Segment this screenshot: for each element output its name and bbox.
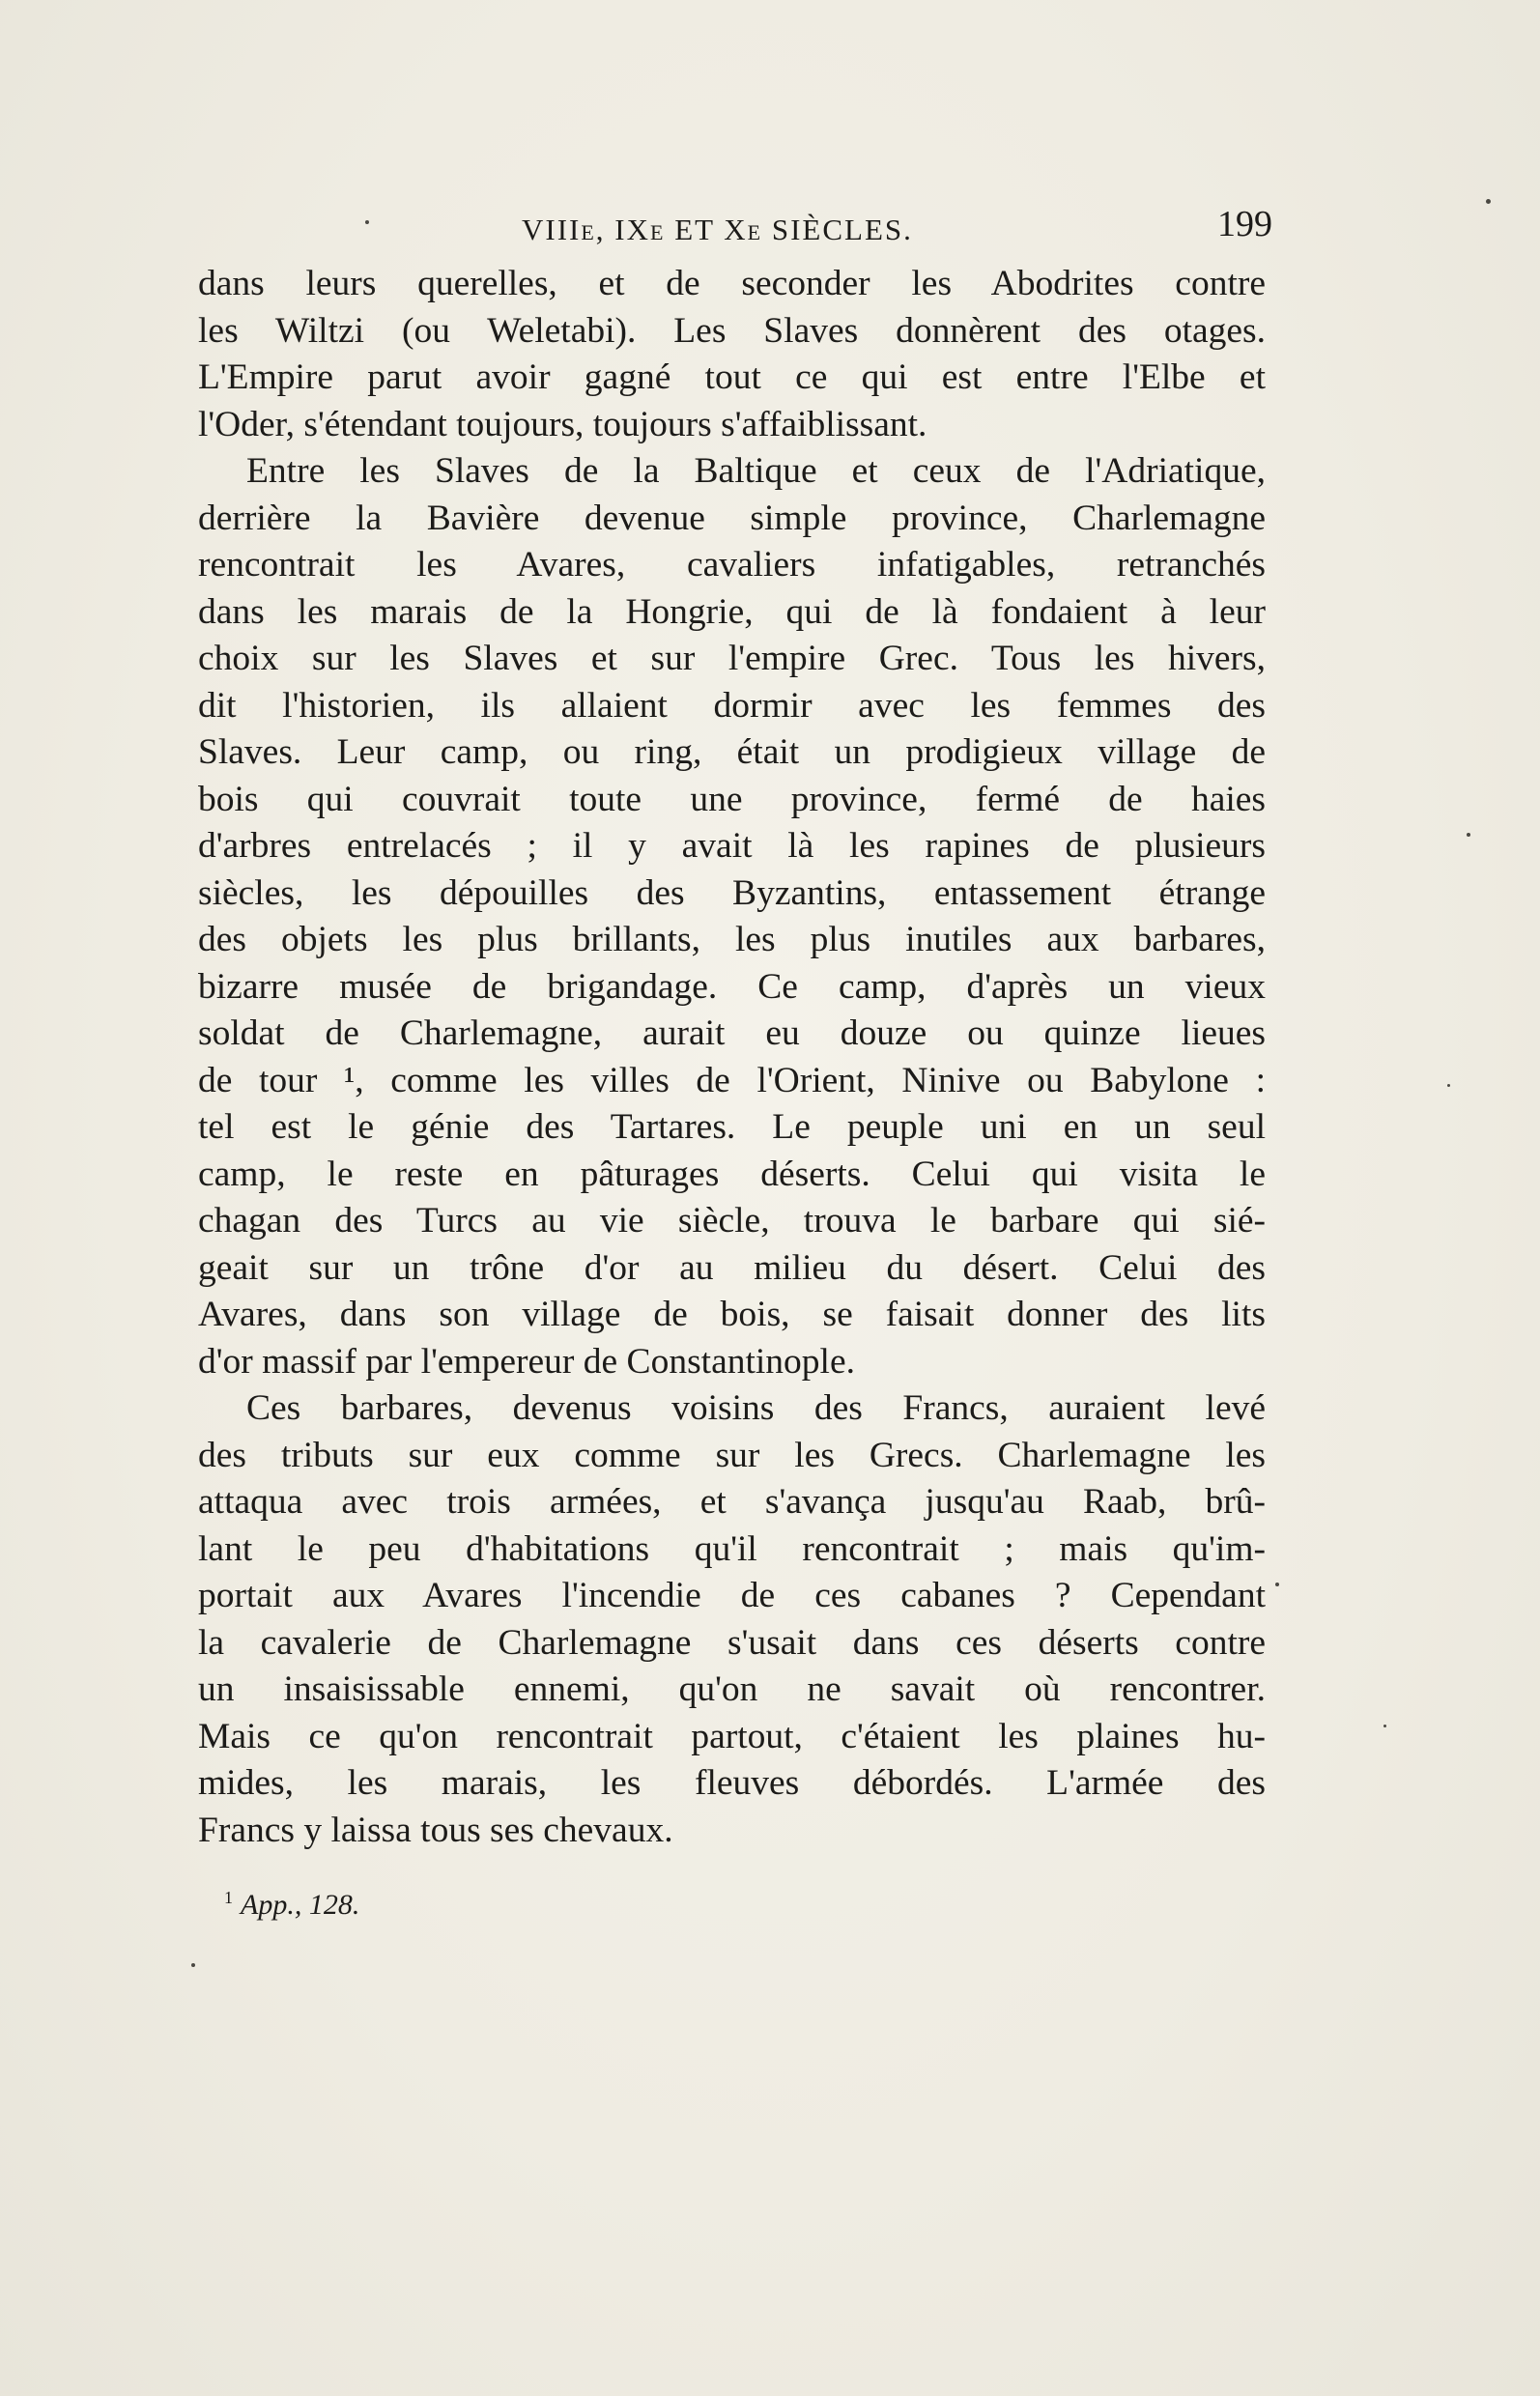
text-line: derrière la Bavière devenue simple province, Charlemagne bbox=[198, 498, 1266, 538]
running-header bbox=[198, 203, 1270, 253]
footnote-mark: 1 bbox=[224, 1888, 233, 1907]
text-line: d'arbres entrelacés ; il y avait là les rapines de plusieurs bbox=[198, 826, 1266, 866]
text-line: bizarre musée de brigandage. Ce camp, d'après un vieux bbox=[198, 966, 1266, 1007]
text-line: la cavalerie de Charlemagne s'usait dans ces déserts contre bbox=[198, 1622, 1266, 1663]
text-line: Francs y laissa tous ses chevaux. bbox=[198, 1810, 673, 1850]
text-line: Mais ce qu'on rencontrait partout, c'étaient les plaines hu- bbox=[198, 1716, 1266, 1756]
text-line: Avares, dans son village de bois, se faisait donner des lits bbox=[198, 1295, 1266, 1334]
paper-speck bbox=[1486, 199, 1491, 204]
text-line: Slaves. Leur camp, ou ring, était un prodigieux village de bbox=[198, 732, 1266, 772]
text-line: de tour ¹, comme les villes de l'Orient, Ninive ou Babylone : bbox=[198, 1060, 1266, 1100]
body-text bbox=[198, 261, 1266, 1854]
text-line: camp, le reste en pâturages déserts. Celui qui visita le bbox=[198, 1154, 1266, 1194]
paper-speck bbox=[191, 1963, 195, 1967]
paper-speck bbox=[1275, 1583, 1279, 1586]
text-line: tel est le génie des Tartares. Le peuple uni en un seul bbox=[198, 1107, 1266, 1147]
text-line: Entre les Slaves de la Baltique et ceux de l'Adriatique, bbox=[246, 451, 1266, 491]
text-line: Ces barbares, devenus voisins des Francs, auraient levé bbox=[246, 1388, 1266, 1428]
page-number: 199 bbox=[1217, 204, 1272, 244]
paper-speck bbox=[1383, 1725, 1386, 1727]
text-line: lant le peu d'habitations qu'il rencontrait ; mais qu'im- bbox=[198, 1528, 1266, 1569]
paper-speck bbox=[1447, 1084, 1450, 1087]
text-line: un insaisissable ennemi, qu'on ne savait où rencontrer. bbox=[198, 1669, 1266, 1709]
paper-speck bbox=[1467, 833, 1470, 837]
text-line: des tributs sur eux comme sur les Grecs. Charlemagne les bbox=[198, 1435, 1266, 1475]
text-line: siècles, les dépouilles des Byzantins, entassement étrange bbox=[198, 872, 1266, 913]
text-line: mides, les marais, les fleuves débordés. L'armée des bbox=[198, 1763, 1266, 1803]
running-title: VIIIe, IXe ET Xe SIÈCLES. bbox=[522, 213, 913, 246]
text-line: bois qui couvrait toute une province, fermé de haies bbox=[198, 779, 1266, 819]
paper-speck bbox=[365, 220, 369, 224]
text-line: chagan des Turcs au vie siècle, trouva le barbare qui sié- bbox=[198, 1201, 1266, 1241]
text-line: dans leurs querelles, et de seconder les Abodrites contre bbox=[198, 264, 1266, 303]
text-line: d'or massif par l'empereur de Constantinople. bbox=[198, 1341, 855, 1382]
footnote bbox=[224, 1878, 359, 1925]
text-line: l'Oder, s'étendant toujours, toujours s'affaiblissant. bbox=[198, 404, 927, 444]
text-line: L'Empire parut avoir gagné tout ce qui est entre l'Elbe et bbox=[198, 357, 1266, 397]
text-line: geait sur un trône d'or au milieu du désert. Celui des bbox=[198, 1247, 1266, 1288]
footnote-text: App., 128. bbox=[241, 1889, 360, 1921]
text-line: dit l'historien, ils allaient dormir avec les femmes des bbox=[198, 685, 1266, 726]
text-line: rencontrait les Avares, cavaliers infatigables, retranchés bbox=[198, 545, 1266, 585]
text-line: portait aux Avares l'incendie de ces cabanes ? Cependant bbox=[198, 1576, 1266, 1615]
text-line: attaqua avec trois armées, et s'avança jusqu'au Raab, brû- bbox=[198, 1482, 1266, 1522]
text-line: soldat de Charlemagne, aurait eu douze ou quinze lieues bbox=[198, 1013, 1266, 1053]
text-line: des objets les plus brillants, les plus inutiles aux barbares, bbox=[198, 920, 1266, 959]
text-line: choix sur les Slaves et sur l'empire Grec. Tous les hivers, bbox=[198, 639, 1266, 678]
text-line: les Wiltzi (ou Weletabi). Les Slaves donnèrent des otages. bbox=[198, 310, 1266, 351]
text-line: dans les marais de la Hongrie, qui de là fondaient à leur bbox=[198, 591, 1266, 632]
